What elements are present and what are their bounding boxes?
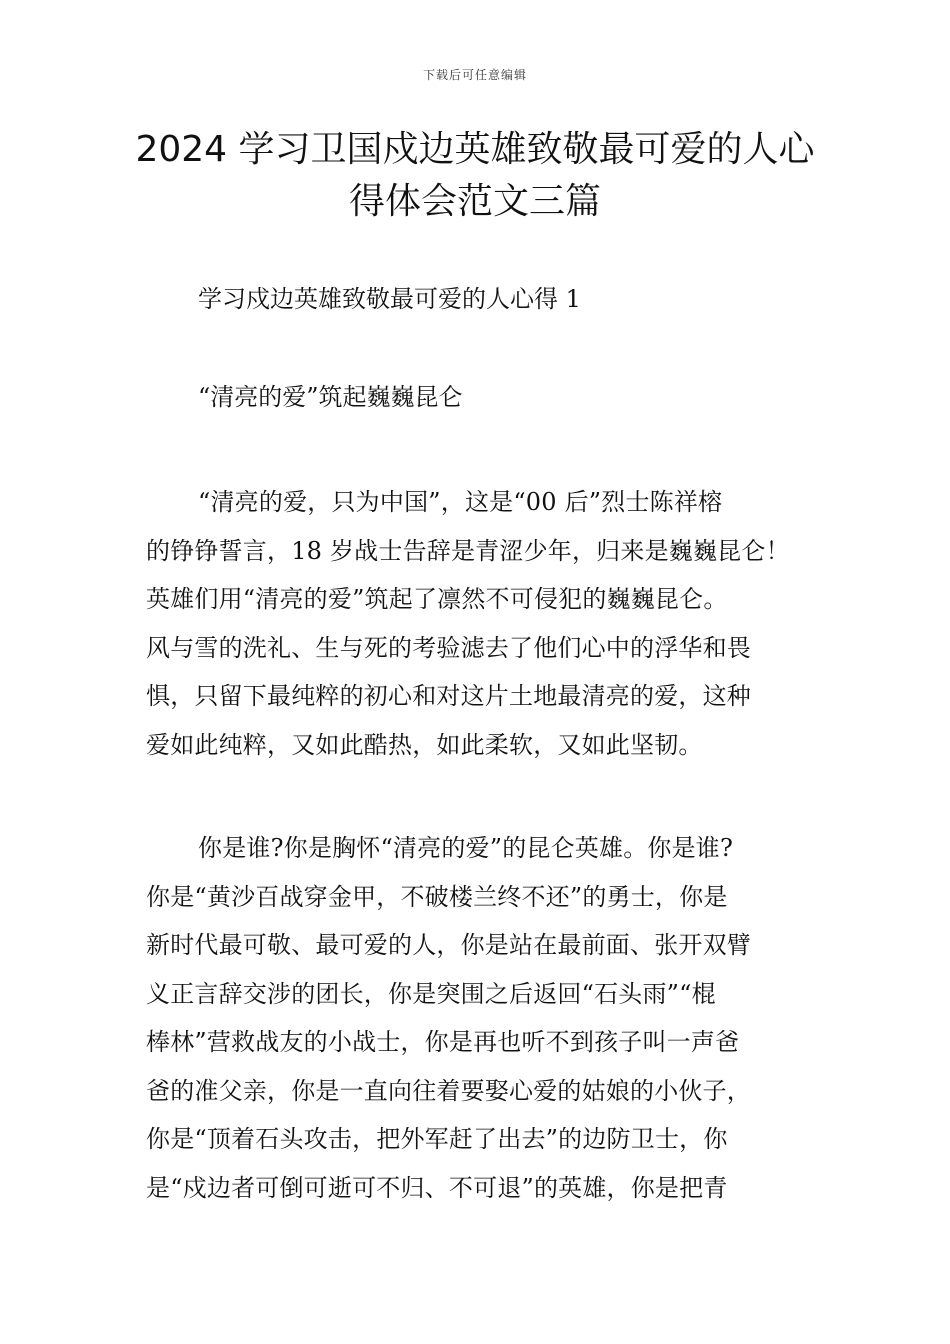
paragraph-line: 惧，只留下最纯粹的初心和对这片土地最清亮的爱，这种 [146,682,751,710]
paragraph-line: 是“戍边者可倒可逝可不归、不可退”的英雄，你是把青 [146,1173,728,1202]
paragraph-line: 新时代最可敬、最可爱的人，你是站在最前面、张开双臂 [146,931,751,959]
paragraph-line: 棒林”营救战友的小战士，你是再也听不到孩子叫一声爸 [146,1028,740,1056]
paragraph-1 [146,478,811,769]
paragraph-line: 英雄们用“清亮的爱”筑起了凛然不可侵犯的巍巍昆仑。 [146,585,728,613]
paragraph-line: 风与雪的洗礼、生与死的考验滤去了他们心中的浮华和畏 [146,633,751,662]
paragraph-line: 你是“黄沙百战穿金甲，不破楼兰终不还”的勇士，你是 [146,882,728,911]
header-note: 下载后可任意编辑 [422,68,527,82]
paragraph-line: 的铮铮誓言，18 岁战士告辞是青涩少年，归来是巍巍昆仑！ [146,536,790,565]
sub-heading: “清亮的爱”筑起巍巍昆仑 [198,383,463,411]
document-title [130,124,820,228]
paragraph-line: 你是谁?你是胸怀“清亮的爱”的昆仑英雄。你是谁? [198,834,734,862]
paragraph-2 [146,824,811,1212]
paragraph-line: 你是“顶着石头攻击，把外军赶了出去”的边防卫士，你 [146,1125,728,1153]
paragraph-line: 爱如此纯粹，又如此酷热，如此柔软，又如此坚韧。 [146,730,703,759]
paragraph-line: 爸的准父亲，你是一直向往着要娶心爱的姑娘的小伙子， [146,1076,751,1105]
section-heading: 学习戍边英雄致敬最可爱的人心得 1 [198,285,581,313]
paragraph-line: “清亮的爱，只为中国”，这是“00 后”烈士陈祥榕 [198,488,723,516]
title-line-1: 2024 学习卫国戍边英雄致敬最可爱的人心 [135,129,815,170]
paragraph-line: 义正言辞交涉的团长，你是突围之后返回“石头雨”“棍 [146,979,716,1008]
title-line-2: 得体会范文三篇 [348,181,601,222]
